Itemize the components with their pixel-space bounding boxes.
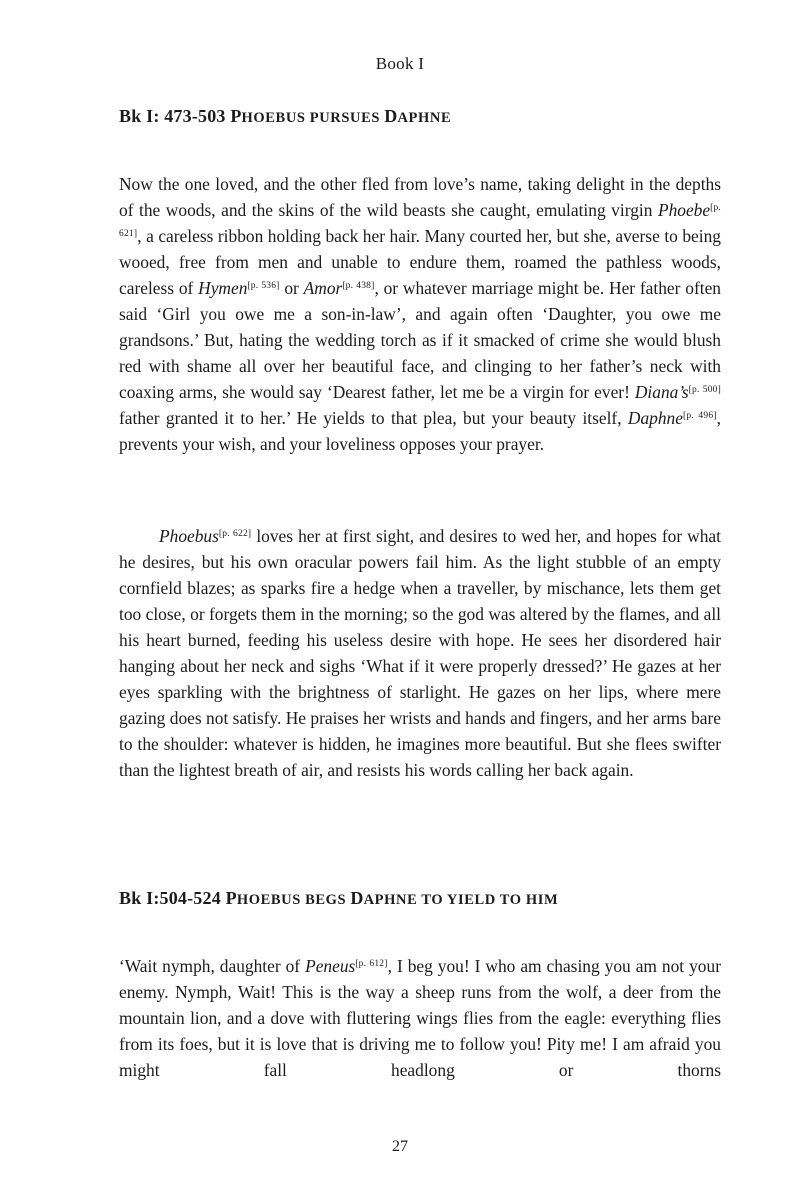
paragraph-wait-nymph <box>119 953 721 1083</box>
text-run: , I beg you! I who am chasing you am not your enemy. Nymph, Wait! This is the way a sheep runs from the wolf, a deer from the mountain lion, and a dove with fluttering wings flies from the eagle: everything flies from its foes, but it is love that is driving me to follow you! Pity me! I am afraid you might fall headlong or thorns <box>119 956 721 1080</box>
heading-smallcaps: APHNE TO YIELD TO HIM <box>363 892 559 908</box>
page-reference: [p. 438] <box>342 281 375 291</box>
section-heading-phoebus-begs-daphne <box>119 888 719 909</box>
name-diana: Diana’s <box>634 382 689 402</box>
name-peneus: Peneus <box>305 956 356 976</box>
text-run: , a careless ribbon holding back her hair. Many courted her, but she, averse to being wooed, free from men and unable to endure them, roamed the pathless woods, careless of <box>119 226 721 298</box>
name-phoebe: Phoebe <box>657 200 711 220</box>
heading-prefix: Bk I:504-524 <box>119 888 226 908</box>
heading-prefix: Bk I: 473-503 <box>119 106 231 126</box>
text-run: Now the one loved, and the other fled from love’s name, taking delight in the depths of the woods, and the skins of the wild beasts she caught, emulating virgin <box>119 174 721 220</box>
page-reference: [p. 500] <box>688 385 721 395</box>
running-head: Book I <box>375 54 425 73</box>
name-hymen: Hymen <box>198 278 248 298</box>
text-run: or <box>279 278 304 298</box>
paragraph-daphne-flees <box>119 171 721 457</box>
paragraph-phoebus-loves <box>119 523 721 783</box>
page-reference: [p. 621] <box>119 203 721 239</box>
page-reference: [p. 622] <box>218 529 252 539</box>
text-run: , prevents your wish, and your loveliness opposes your prayer. <box>119 408 721 454</box>
page-reference: [p. 496] <box>682 411 717 421</box>
page-reference: [p. 612] <box>355 959 388 969</box>
name-daphne: Daphne <box>627 408 683 428</box>
section-heading-phoebus-pursues-daphne <box>119 106 719 127</box>
heading-cap: D <box>350 888 364 908</box>
heading-smallcaps: HOEBUS BEGS <box>236 892 351 908</box>
heading-cap: P <box>230 106 242 126</box>
text-run: father granted it to her.’ He yields to that plea, but your beauty itself, <box>119 408 628 428</box>
page-number: 27 <box>392 1138 408 1155</box>
text-run: ‘Wait nymph, daughter of <box>119 956 306 976</box>
heading-smallcaps: APHNE <box>397 110 452 126</box>
text-run: loves her at first sight, and desires to wed her, and hopes for what he desires, but his own oracular powers fail him. As the light stubble of an empty cornfield blazes; as sparks fire a hedge when a traveller, by mischance, lets them get too close, or forgets them in the morning; so the god was altered by the flames, and all his heart burned, feeding his useless desire with hope. He sees her disordered hair hanging about her neck and sighs ‘What if it were properly dressed?’ He gazes at her eyes sparkling with the brightness of starlight. He gazes on her lips, where mere gazing does not satisfy. He praises her wrists and hands and fingers, and her arms bare to the shoulder: whatever is hidden, he imagines more beautiful. But she flees swifter than the lightest breath of air, and resists his words calling her back again. <box>119 526 721 780</box>
name-phoebus: Phoebus <box>159 526 219 546</box>
heading-cap: D <box>384 106 398 126</box>
page-reference: [p. 536] <box>247 281 280 291</box>
heading-smallcaps: HOEBUS PURSUES <box>241 110 385 126</box>
name-amor: Amor <box>303 278 343 298</box>
text-run: , or whatever marriage might be. Her father often said ‘Girl you owe me a son-in-law’, and again often ‘Daughter, you owe me grandsons.’ But, hating the wedding torch as if it smacked of crime she would blush red with shame all over her beautiful face, and clinging to her father’s neck with coaxing arms, she would say ‘Dearest father, let me be a virgin for ever! <box>119 278 721 402</box>
heading-cap: P <box>225 888 237 908</box>
